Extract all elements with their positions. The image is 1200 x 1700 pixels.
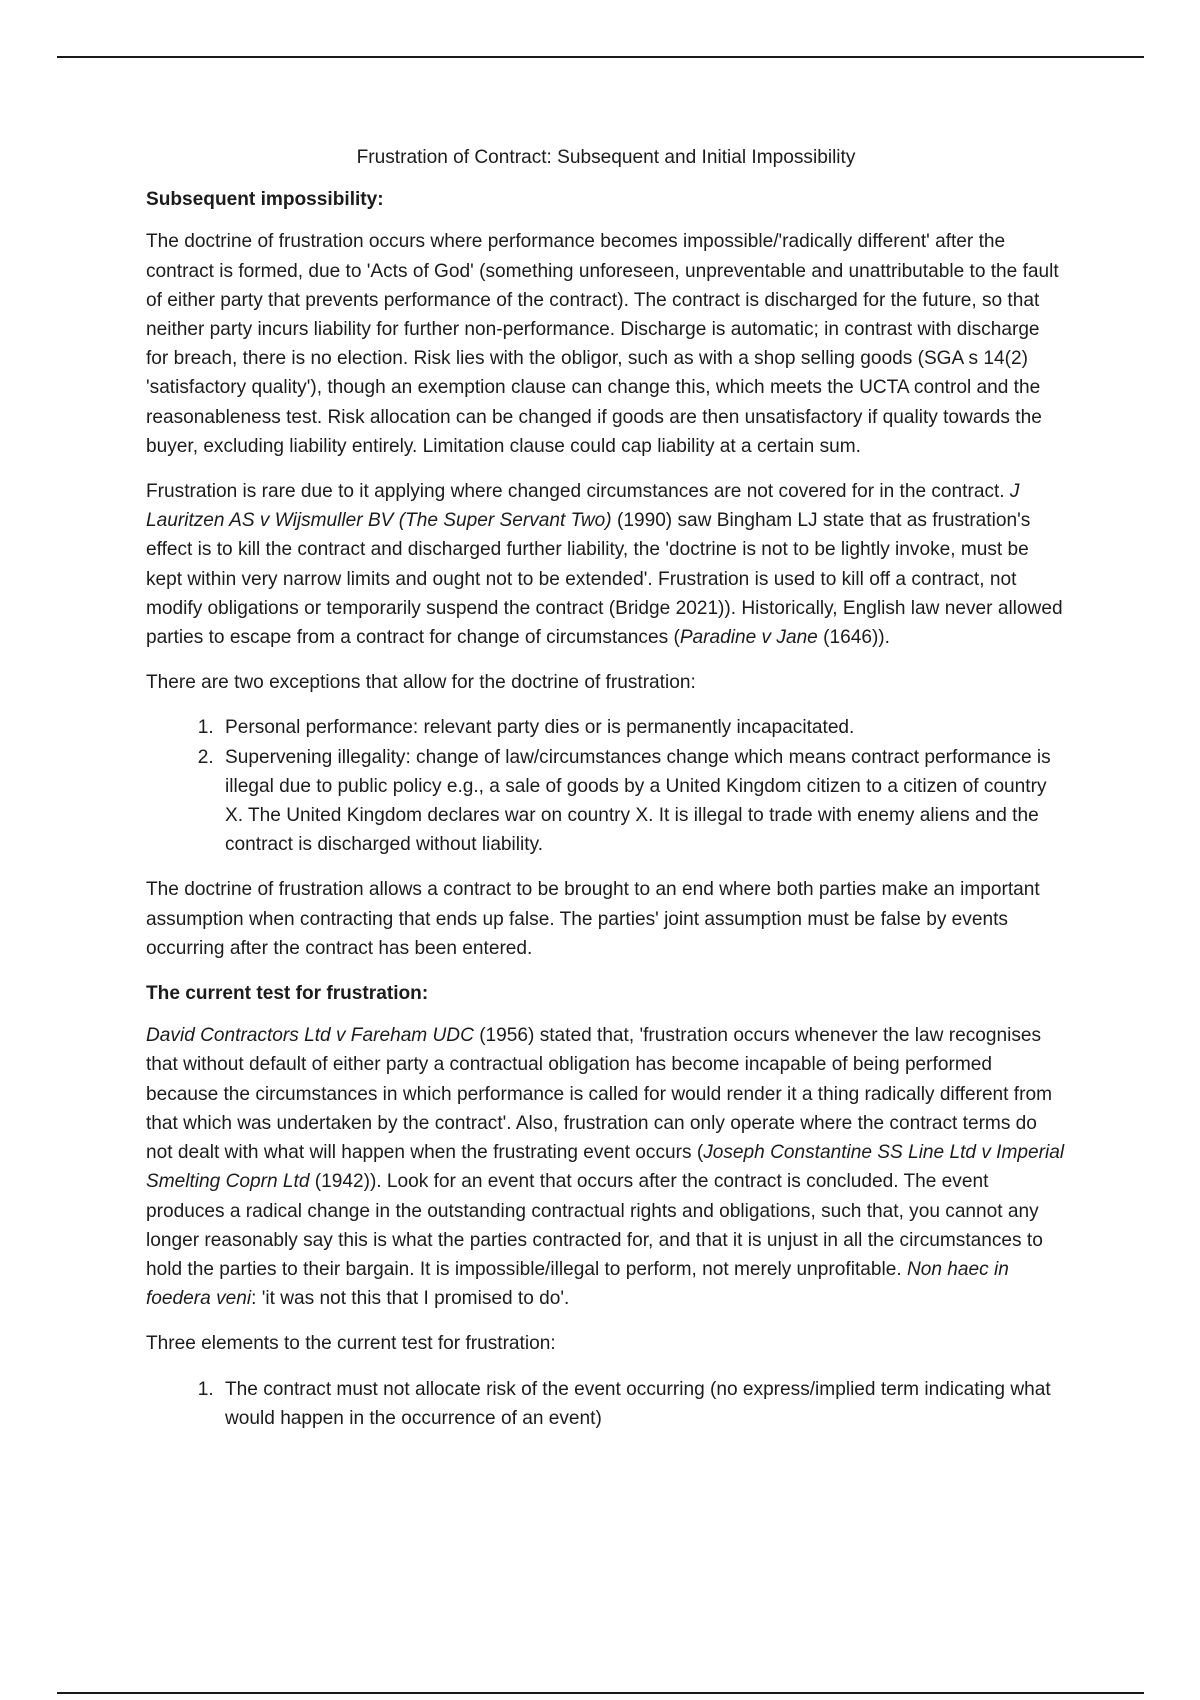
case-citation: Paradine v Jane bbox=[679, 627, 818, 649]
exceptions-list bbox=[146, 713, 1066, 859]
text-run: Frustration is rare due to it applying where changed circumstances are not covered for in the contract. bbox=[146, 481, 1010, 503]
case-citation: Joseph Constantine SS Line Ltd v Imperial Smelting Coprn Ltd bbox=[146, 1142, 1065, 1193]
case-citation: J Lauritzen AS v Wijsmuller BV (The Super Servant Two) bbox=[146, 481, 1020, 532]
section-heading-subsequent-impossibility: Subsequent impossibility: bbox=[146, 189, 384, 211]
text-run: (1942)). Look for an event that occurs after the contract is concluded. The event produces a radical change in the outstanding contractual rights and obligations, such that, you cannot any longer reasonably say this is what the parties contracted for, and that it is unjust in all the circumstances to hold the parties to their bargain. It is impossible/illegal to perform, not merely unprofitable. bbox=[146, 1171, 1043, 1280]
text-run: (1990) saw Bingham LJ state that as frustration's effect is to kill the contract and discharged further liability, the 'doctrine is not to be lightly invoke, must be kept within very narrow limits and ought not to be extended'. Frustration is used to kill off a contract, not modify obligations or temporarily suspend the contract (Bridge 2021)). Historically, English law never allowed parties to escape from a contract for change of circumstances ( bbox=[146, 510, 1063, 649]
paragraph-exceptions-intro: There are two exceptions that allow for the doctrine of frustration: bbox=[146, 672, 696, 694]
text-run: (1956) stated that, 'frustration occurs whenever the law recognises that without default of either party a contractual obligation has become incapable of being performed because the circumstances in which performance is called for would render it a thing radically different from that which was undertaken by the contract'. Also, frustration can only operate where the contract terms do not dealt with what will happen when the frustrating event occurs ( bbox=[146, 1025, 1052, 1164]
list-item: 1. Personal performance: relevant party dies or is permanently incapacitated. bbox=[219, 713, 1066, 742]
text-run: (1646)). bbox=[817, 627, 890, 649]
paragraph-doctrine-definition: The doctrine of frustration occurs where performance becomes impossible/'radically different' after the contract is formed, due to 'Acts of God' (something unforeseen, unpreventable and unattributable to the fault of either party that prevents performance of the contract). The contract is discharged for the future, so that neither party incurs liability for further non-performance. Discharge is automatic; in contrast with discharge for breach, there is no election. Risk lies with the obligor, such as with a shop selling goods (SGA s 14(2) 'satisfactory quality'), though an exemption clause can change this, which meets the UCTA control and the reasonableness test. Risk allocation can be changed if goods are then unsatisfactory if quality towards the buyer, excluding liability entirely. Limitation clause could cap liability at a certain sum. bbox=[146, 231, 1059, 457]
paragraph-three-elements-intro: Three elements to the current test for frustration: bbox=[146, 1333, 556, 1355]
paragraph-current-test bbox=[146, 1021, 1066, 1313]
case-citation: David Contractors Ltd v Fareham UDC bbox=[146, 1025, 474, 1047]
elements-list bbox=[146, 1375, 1066, 1433]
footer-rule bbox=[57, 1692, 1144, 1694]
section-heading-current-test: The current test for frustration: bbox=[146, 983, 429, 1005]
paragraph-frustration-rare bbox=[146, 477, 1066, 652]
document-title: Frustration of Contract: Subsequent and Initial Impossibility bbox=[356, 147, 856, 168]
list-item: 2. Supervening illegality: change of law/circumstances change which means contract performance is illegal due to public policy e.g., a sale of goods by a United Kingdom citizen to a citizen of country X. The United Kingdom declares war on country X. It is illegal to trade with enemy aliens and the contract is discharged without liability. bbox=[219, 743, 1066, 860]
latin-phrase: Non haec in foedera veni bbox=[146, 1258, 1009, 1310]
document-body bbox=[146, 143, 1066, 1449]
header-rule bbox=[57, 56, 1144, 58]
text-run: : 'it was not this that I promised to do'. bbox=[251, 1288, 570, 1310]
list-item: 1. The contract must not allocate risk of the event occurring (no express/implied term indicating what would happen in the occurrence of an event) bbox=[219, 1375, 1066, 1433]
paragraph-joint-assumption: The doctrine of frustration allows a contract to be brought to an end where both parties make an important assumption when contracting that ends up false. The parties' joint assumption must be false by events occurring after the contract has been entered. bbox=[146, 879, 1040, 959]
